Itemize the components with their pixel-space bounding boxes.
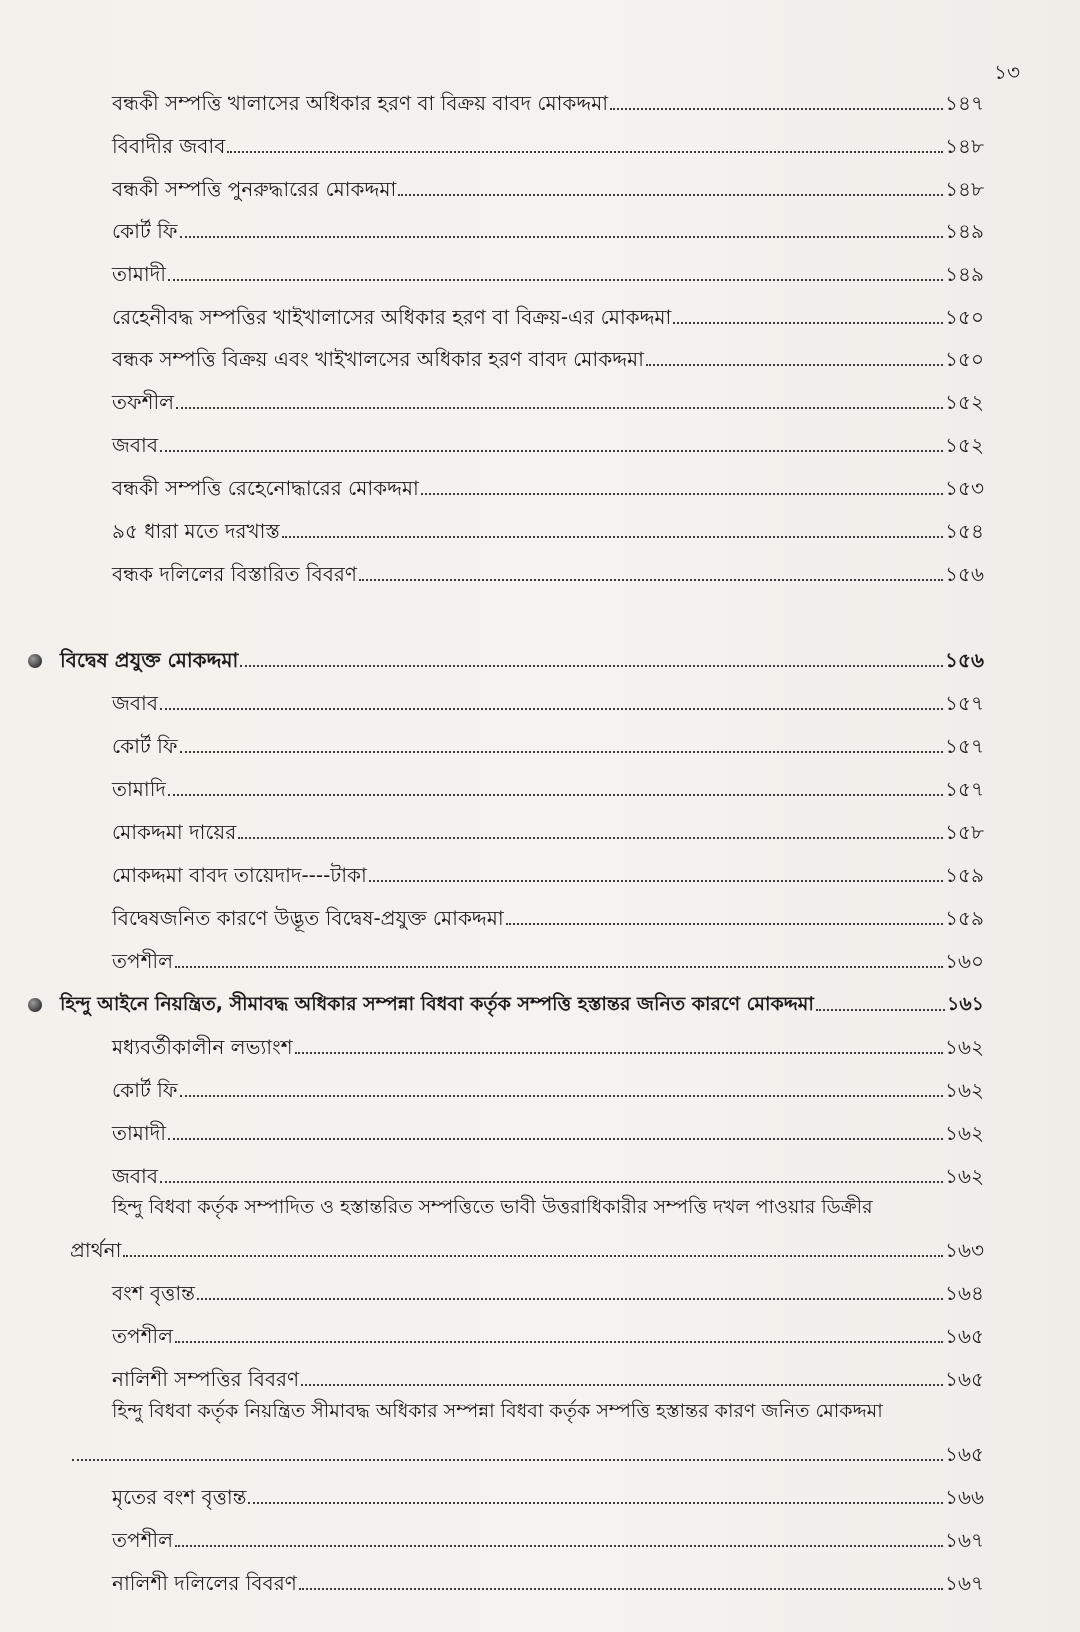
toc-entry-label: বন্ধক সম্পত্তি বিক্রয় এবং খাইখালসের অধিকার হরণ বাবদ মোকদ্দমা — [112, 347, 644, 371]
toc-entry-label: হিন্দু আইনে নিয়ন্ত্রিত, সীমাবদ্ধ অধিকার সম্পন্না বিধবা কর্তৃক সম্পত্তি হস্তান্তর জনিত কারণে মোকদ্দমা — [60, 993, 814, 1015]
dot-leader — [301, 1384, 943, 1386]
toc-entry — [112, 690, 984, 716]
toc-entry-label: তপশীল — [112, 1324, 174, 1348]
dot-leader — [160, 1181, 943, 1183]
toc-entry-label: নালিশী দলিলের বিবরণ — [112, 1571, 297, 1595]
toc-entry-label: বিদ্বেষজনিত কারণে উদ্ভূত বিদ্বেষ-প্রযুক্ত মোকদ্দমা — [112, 906, 504, 930]
dot-leader — [168, 1138, 943, 1140]
dot-leader — [248, 1502, 943, 1504]
toc-entry-page: ১৬৫ — [945, 1442, 984, 1466]
toc-entry — [112, 218, 984, 244]
toc-entry-label: জবাব — [112, 691, 158, 715]
toc-entry-label: কোর্ট ফি — [112, 1078, 178, 1102]
dot-leader — [160, 450, 943, 452]
toc-entry-page: ১৬২ — [945, 1121, 984, 1145]
toc-entry-label: তামাদী — [112, 262, 166, 286]
toc-entry-label: তপশীল — [112, 1528, 174, 1552]
toc-entry-label: মধ্যবর্তীকালীন লভ্যাংশ — [112, 1035, 293, 1059]
toc-entry — [112, 133, 984, 159]
toc-entry-page: ১৫৬ — [945, 648, 984, 672]
dot-leader — [176, 407, 943, 409]
dot-leader — [282, 536, 943, 538]
section-bullet-icon — [28, 998, 42, 1012]
toc-entry-label: তামাদী — [112, 1121, 166, 1145]
toc-entry — [112, 1163, 984, 1189]
toc-entry-label: রেহেনীবদ্ধ সম্পত্তির খাইখালাসের অধিকার হরণ বা বিক্রয়-এর মোকদ্দমা — [112, 305, 672, 329]
toc-entry — [70, 1237, 984, 1263]
dot-leader — [610, 108, 943, 110]
toc-entry — [112, 518, 984, 544]
toc-entry-label: প্রার্থনা — [70, 1238, 122, 1262]
toc-entry-label: জবাব — [112, 433, 158, 457]
dot-leader — [299, 1588, 943, 1590]
toc-entry-page: ১৬২ — [945, 1078, 984, 1102]
toc-entry-label: বংশ বৃত্তান্ত — [112, 1281, 195, 1305]
dot-leader — [197, 1298, 943, 1300]
toc-entry-label: জবাব — [112, 1164, 158, 1188]
page-number: ১৩ — [994, 60, 1020, 84]
toc-entry — [112, 389, 984, 415]
toc-entry — [112, 561, 984, 587]
dot-leader — [227, 151, 943, 153]
dot-leader — [180, 751, 944, 753]
toc-entry-page: ১৫৪ — [945, 519, 984, 543]
dot-leader — [295, 1052, 943, 1054]
toc-entry-page: ১৪৮ — [945, 134, 984, 158]
dot-leader — [72, 1459, 943, 1461]
dot-leader — [180, 236, 944, 238]
toc-entry-page: ১৬৭ — [945, 1528, 984, 1552]
toc-entry-label: বন্ধকী সম্পত্তি রেহেনোদ্ধারের মোকদ্দমা — [112, 476, 419, 500]
toc-entry-page: ১৫৭ — [945, 777, 984, 801]
toc-entry-page: ১৬৫ — [945, 1367, 984, 1391]
dot-leader — [175, 1341, 943, 1343]
toc-entry — [112, 1077, 984, 1103]
toc-entry-page: ১৫০ — [945, 347, 984, 371]
toc-entry-page: ১৬৫ — [945, 1324, 984, 1348]
dot-leader — [398, 194, 943, 196]
toc-entry — [112, 176, 984, 202]
toc-entry-label: নালিশী সম্পত্তির বিবরণ — [112, 1367, 300, 1391]
dot-leader — [673, 322, 943, 324]
toc-entry-label: মোকদ্দমা বাবদ তায়েদাদ----টাকা — [112, 863, 367, 887]
toc-entry-page: ১৬৪ — [945, 1281, 984, 1305]
toc-entry — [112, 1484, 984, 1510]
dot-leader — [160, 708, 943, 710]
toc-section-heading — [60, 991, 984, 1017]
toc-entry-page: ১৪৮ — [945, 177, 984, 201]
toc-entry — [112, 1120, 984, 1146]
toc-entry-page: ১৬৩ — [945, 1238, 984, 1262]
toc-entry-page: ১৫২ — [945, 433, 984, 457]
toc-entry — [112, 304, 984, 330]
toc-entry-page: ১৪৯ — [945, 219, 984, 243]
toc-entry-label: বন্ধকী সম্পত্তি খালাসের অধিকার হরণ বা বিক্রয় বাবদ মোকদ্দমা — [112, 91, 609, 115]
toc-entry-page: ১৫০ — [945, 305, 984, 329]
toc-entry — [70, 1441, 984, 1467]
dot-leader — [369, 880, 943, 882]
dot-leader — [240, 665, 943, 667]
toc-entry — [112, 819, 984, 845]
toc-section-heading — [60, 647, 984, 673]
toc-entry-label: তপশীল — [112, 949, 174, 973]
toc-entry — [112, 432, 984, 458]
toc-entry — [112, 346, 984, 372]
toc-entry-page: ১৬২ — [945, 1035, 984, 1059]
toc-entry-label: ৯৫ ধারা মতে দরখাস্ত — [112, 519, 280, 543]
toc-entry-label: কোর্ট ফি — [112, 734, 178, 758]
toc-entry-label: বিদ্বেষ প্রযুক্ত মোকদ্দমা — [60, 648, 239, 672]
toc-entry-page: ১৫৯ — [945, 863, 984, 887]
toc-entry-page: ১৫৬ — [945, 562, 984, 586]
toc-entry-page: ১৫৮ — [945, 820, 984, 844]
dot-leader — [421, 493, 943, 495]
toc-entry-label: তামাদি — [112, 777, 166, 801]
toc-entry-page: ১৫২ — [945, 390, 984, 414]
toc-entry — [112, 1527, 984, 1553]
toc-entry-page: ১৫৩ — [945, 476, 984, 500]
section-bullet-icon — [28, 654, 42, 668]
dot-leader — [506, 923, 943, 925]
toc-entry — [112, 1034, 984, 1060]
toc-entry — [112, 90, 984, 116]
toc-entry — [112, 905, 984, 931]
toc-entry-page: ১৬১ — [946, 993, 984, 1015]
toc-entry — [112, 1570, 984, 1596]
dot-leader — [646, 364, 943, 366]
toc-entry — [112, 1280, 984, 1306]
toc-entry-label: বিবাদীর জবাব — [112, 134, 226, 158]
toc-entry-page: ১৪৯ — [945, 262, 984, 286]
dot-leader — [168, 794, 943, 796]
toc-entry — [112, 1323, 984, 1349]
dot-leader — [180, 1095, 944, 1097]
toc-entry — [112, 733, 984, 759]
toc-entry-page: ১৬০ — [945, 949, 984, 973]
toc-entry — [112, 948, 984, 974]
toc-entry-label: হিন্দু বিধবা কর্তৃক নিয়ন্ত্রিত সীমাবদ্ধ অধিকার সম্পন্না বিধবা কর্তৃক সম্পত্তি হস্তান্তর কারণ জনিত মোকদ্দমা — [112, 1400, 883, 1422]
dot-leader — [123, 1255, 943, 1257]
toc-entry-page: ১৫৭ — [945, 691, 984, 715]
toc-entry — [112, 475, 984, 501]
dot-leader — [175, 966, 943, 968]
toc-entry — [112, 1366, 984, 1392]
toc-entry-page: ১৫৯ — [945, 906, 984, 930]
dot-leader — [238, 837, 943, 839]
toc-entry — [112, 261, 984, 287]
toc-entry-label: বন্ধকী সম্পত্তি পুনরুদ্ধারের মোকদ্দমা — [112, 177, 397, 201]
dot-leader — [359, 579, 943, 581]
toc-entry-label: মোকদ্দমা দায়ের — [112, 820, 237, 844]
dot-leader — [175, 1545, 943, 1547]
toc-entry-page: ১৬৭ — [945, 1571, 984, 1595]
toc-entry-label: কোর্ট ফি — [112, 219, 178, 243]
toc-entry — [112, 776, 984, 802]
toc-entry-label: মৃতের বংশ বৃত্তান্ত — [112, 1485, 247, 1509]
toc-entry-label: তফশীল — [112, 390, 175, 414]
toc-entry — [112, 862, 984, 888]
dot-leader — [168, 279, 943, 281]
dot-leader — [816, 1009, 945, 1011]
toc-entry-page: ১৬৬ — [945, 1485, 984, 1509]
toc-entry-label: হিন্দু বিধবা কর্তৃক সম্পাদিত ও হস্তান্তরিত সম্পত্তিতে ভাবী উত্তরাধিকারীর সম্পত্তি দখল পাওয়ার ডিক্রীর — [112, 1196, 873, 1218]
toc-entry-page: ১৪৭ — [945, 91, 984, 115]
toc-entry-page: ১৫৭ — [945, 734, 984, 758]
toc-entry-page: ১৬২ — [945, 1164, 984, 1188]
toc-entry-label: বন্ধক দলিলের বিস্তারিত বিবরণ — [112, 562, 357, 586]
